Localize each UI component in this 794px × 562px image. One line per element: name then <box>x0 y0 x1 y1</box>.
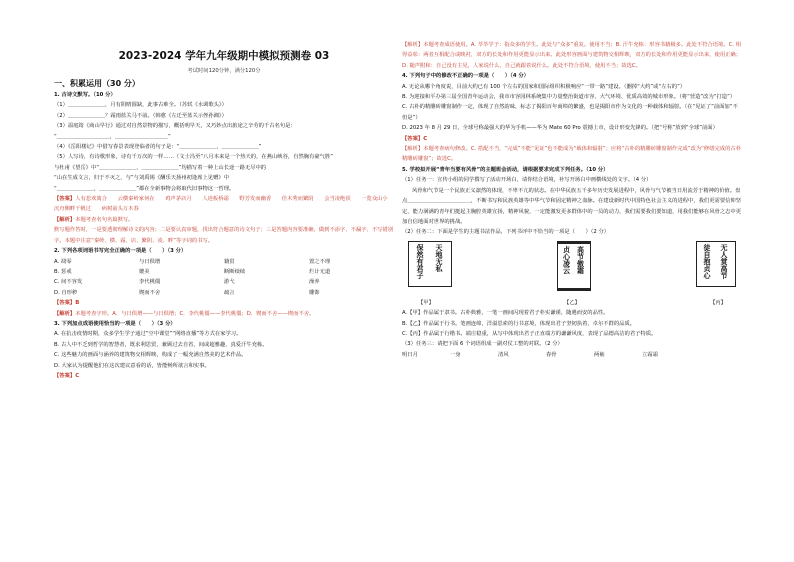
calligraphy-column: 天地无私 <box>435 243 444 272</box>
q2-option-cell: 与日俱增 <box>139 258 161 265</box>
q2-option-cell: 澡养 <box>309 279 320 286</box>
answer-text: C <box>75 372 80 379</box>
q1-line: “＿＿＿＿＿＿＿＿＿＿，＿＿＿＿＿＿＿＿＿＿” <box>54 133 171 140</box>
q1-line: （2）＿＿＿＿＿＿＿？霜雨蓝关马不前。（韩愈《左迁至蓝关示侄孙湘》） <box>54 112 227 119</box>
q2-option-cell: 置之不理 <box>309 258 331 265</box>
q1-line: “＿＿＿＿＿＿＿，＿＿＿＿＿＿＿”都在全新事物会将取代旧事物这一哲理。 <box>54 185 235 192</box>
calligraphy-captions <box>402 298 742 308</box>
q1-line: 与杜甫《望岳》中“＿＿＿＿＿＿＿，＿＿＿＿＿＿＿”均描写着一种上山长途一路无尽中的 <box>54 164 267 171</box>
analysis-text: 本题考查名句名篇默写。 <box>75 216 134 223</box>
calligraphy-column: 保然有君子 <box>416 243 425 279</box>
q5-option: A.【甲】作品属于隶书。古朴典雅，一笔一画间闪现着君子朴实谦谨，随遇而安的品性。 <box>402 310 609 317</box>
q2-option-row <box>54 267 394 277</box>
q3-option: D. 大家认为提醒他们在这次建议意看的话，皆能畅所欲言和实事。 <box>54 362 210 369</box>
couplet-words <box>402 350 742 360</box>
page-title: 2023-2024 学年九年级期中模拟预测卷 03 <box>118 50 330 62</box>
q2-analysis <box>54 309 394 319</box>
calligraphy-column: 徒自抱贞心 <box>703 243 712 279</box>
calligraphy-works <box>402 239 742 297</box>
caption: 【丙】 <box>710 299 726 306</box>
word: 清风 <box>498 351 509 358</box>
q2-option-cell: B. 惩戒 <box>54 268 72 275</box>
q2-option-row <box>54 277 394 287</box>
q5-option: C.【丙】作品属于行楷书。端庄稳重，从写中体现出君子正直端方的谦谦风度，表现了品德高洁的君子特质。 <box>402 330 657 337</box>
q1-answer <box>54 194 399 215</box>
question-4-heading: 4. 下列句子中的修改不正确的一项是（ ）（4 分） <box>402 73 529 80</box>
q1-line: （5）人写诗，有诗歌形象，诗有千万次的一样……（文士冯至“八月本来是一个热天的，在燕山峡谷，自然胸有豪气胜” <box>54 154 334 161</box>
q2-option-cell: 籍贯 <box>224 258 235 265</box>
question-5-heading: 5. 学校拟开展“青年当要有风骨”的主题班会活动，请根据要求完成下列任务。（10 分） <box>402 166 609 173</box>
question-3-heading: 3. 下列加点成语使用恰当的一项是（ ）（3 分） <box>54 320 176 327</box>
left-column <box>54 76 399 556</box>
calligraphy-column: 贞心凌云 <box>562 245 572 274</box>
q2-option-row <box>54 257 394 267</box>
q1-line: （3）温庭筠《商山早行》通过对自然景物的描写，概括明早天，又巧妙点出旅途之辛劳的千古名句是： <box>54 123 296 130</box>
q2-option-row <box>54 288 394 298</box>
q2-option-cell: A. 凋零 <box>54 258 72 265</box>
q4-option: B. 为迎接和平办第三届全国青年运动会，我市市容园林系统集中力量整治街道市容、大气环境、优质高效的城市形象。（将“营造”改为“打造”） <box>402 94 736 101</box>
calligraphy-column: 高节傲霜 <box>576 245 586 274</box>
right-column <box>402 40 742 555</box>
q2-option-cell: C. 间不容发 <box>54 279 83 286</box>
q5-task-1: （1）任务一：宣传小组的同学撰写了活动开场白，请你结合语境，补写开场白中画横线处的文字。（4 分） <box>402 177 652 184</box>
q2-option-cell: 烂计无道 <box>309 268 331 275</box>
q4-option: A. 无论从哪个角度说，目前大约已有 100 个左右的国家和国际组织积极响应“一带一路”建设。（删掉“大约”或“左右的”） <box>402 83 686 90</box>
q4-analysis: 【解析】本题考查病句修改。C. 搭配不当，“完成”不能“见证”也不能成为“载体和辐射”；应将“古朴的精雕砖雕窗制作完成”改为“修缮完成的古朴精雕砖雕窗”；故选C。 <box>402 146 741 163</box>
caption: 【乙】 <box>564 299 580 306</box>
question-2-heading: 2. 下列各项词语书写完全正确的一项是（ ）（3 分） <box>54 248 187 255</box>
q5-task-3: （3）任务三：请把下面 6 个词语组成一副对仗工整的对联。（2 分） <box>402 341 563 348</box>
q4-option: C. 古朴的精雕砖雕窗制作一定，体现了自然韵味，标志了揭阳百年商埠的繁盛，也是揭阳市作为文化的一种载体和辐射。（在“见证了”前面加“不但是”） <box>402 104 738 121</box>
q3-option: A. 在抗击疫情时期，众多学生学子通过“空中课堂”“网络直播”等方式在家学习。 <box>54 331 242 338</box>
analysis-text: 本题考查字形。A．与日俱增——与日俱增；C．李代桃僵——李代桃僵；D．锲而不舍——锲而不舍。 <box>75 310 315 317</box>
q2-option-cell: 李代桃僵 <box>139 279 161 286</box>
q2-option-cell: D. 自形秽 <box>54 289 78 296</box>
q3-answer <box>54 371 394 381</box>
question-1-lines <box>54 100 394 194</box>
answer-text: B <box>75 300 80 307</box>
calligraphy-jia <box>408 241 452 287</box>
calligraphy-bing <box>696 241 736 287</box>
answer-label: 【答案】 <box>54 300 76 307</box>
calligraphy-yi <box>557 241 591 291</box>
q2-option-cell: 断断续续 <box>224 268 246 275</box>
q3-option: C. 这些魅力的画面与涵养的建筑物交相辉映，构成了一幅充满自然美的艺术作品。 <box>54 352 247 359</box>
q2-option-cell: 媲美 <box>139 268 150 275</box>
word: 一身 <box>450 351 461 358</box>
answer-text: C <box>423 135 428 142</box>
calligraphy-column: 无人赏高节 <box>720 243 729 279</box>
word: 春骨 <box>546 351 557 358</box>
q1-line: （4）《岳阳楼记》中借写春景表现登临者的句子是：“＿＿＿＿＿＿＿，＿＿＿＿＿＿＿” <box>54 144 262 151</box>
word: 明日月 <box>402 351 418 358</box>
word: 两袖 <box>594 351 605 358</box>
q4-option: D. 2023 年 8 月 29 日，全球号称最强大的华为手机——华为 Mate 60 Pro 震撼上市，设计形变先锋的。（把“号称”放到“全球”前面） <box>402 125 718 132</box>
q5-passage: 风骨和气节是一个民族正义凛然的体现，不卑不亢的状态。在中华民族五千多年历史发展进程中，风骨与气节被当日用流芳于精神的价值。盘点＿＿＿＿＿＿＿＿＿＿＿＿，不断书写和民族英雄等中华气节和固定精神之血脉。在建设新时代中国特色社会主义的进程中，我们更需要信仰坚定，能力满满的青年们挺起主胸腔英雄宣扬，精神风貌，一定能激发更多群体中的一员的动力，我们需要我们要知道，用我们能够在风骨之志中更加自信地面对世界的挑战。 <box>402 187 742 225</box>
q4-answer <box>402 134 742 144</box>
answer-label: 【答案】 <box>54 196 76 203</box>
q2-option-cell: 游弋 <box>224 279 235 286</box>
q1-note: 默写题作答时，一是要透彻理解诗文的内容；二是要认真审题，找出符合题意的诗文句子；三是答题内容要准确，做到不添字、不漏字、不写错别字。本题中注意“秦岭、横、霜、店、繁阴、凌、畔”等字词的书写。 <box>54 227 394 244</box>
analysis-label: 【解析】 <box>54 310 76 317</box>
q2-option-cell: 雕饰 <box>309 289 320 296</box>
caption: 【甲】 <box>418 299 434 306</box>
q5-task-2: （2）任务二：下面是学生的主题书法作品，下列书评中不恰当的一项是（ ）（2 分） <box>402 229 610 236</box>
q1-analysis <box>54 215 394 225</box>
q1-line: （1）＿＿＿＿＿＿＿，月有阴晴圆缺，此事古难全。（苏轼《水调歌头》） <box>54 102 227 109</box>
answer-text: 人有悲欢离合 云横秦岭家何在 鸡声茅店月 人迹板桥霜 野芳发而幽香 佳木秀而繁阴 会当凌绝顶 一览众山小 沉舟侧畔千帆过 病树前头万木春 <box>54 196 399 213</box>
analysis-label: 【解析】 <box>54 216 76 223</box>
exam-info: 考试时间120分钟，满分120分 <box>187 68 261 74</box>
q2-option-cell: 锲而不舍 <box>139 289 161 296</box>
question-1-heading: 1. 古诗文默写。（10 分） <box>54 92 116 98</box>
word: 立霜霜 <box>642 351 658 358</box>
q2-option-cell: 疏言 <box>224 289 235 296</box>
q3-option: B. 古人中不乏到哲学的智慧者，既求利思贸，兼顾过去自省，间或超雅趣，真爱汗牛充栋。 <box>54 341 268 348</box>
answer-label: 【答案】 <box>402 135 424 142</box>
q1-line: “山在生成文言，归于不灭之，与”与刘禹锡《酬乐天扬州初逢席上见赠》中 <box>54 175 229 182</box>
section-heading: 一、积累运用（30 分） <box>54 79 140 88</box>
q3-analysis: 【解析】本题考查成语使用。A. 萃萃学子：指众多的学生。此处与“众多”重复。使用不当；B. 汗牛充栋：形容书籍极多。此处不符合语境。C. 相得益彰：两者互相配合或映衬，双方的长处和作用更能显示出来。此处形容画面与建筑物交相辉映，双方的长处和作用更能显示出来，使用正确；D. 随声附和：自己没有主见，人家说什么，自己就跟着说什么。此处不符合语境，使用不当；故选C。 <box>402 42 742 69</box>
q2-answer <box>54 298 394 308</box>
answer-label: 【答案】 <box>54 372 76 379</box>
q5-option: B.【乙】作品属于行书。笔画连绵，洋溢思索的行书意境，体现出君子坚韧执着，卓尔不群的品质。 <box>402 320 636 327</box>
